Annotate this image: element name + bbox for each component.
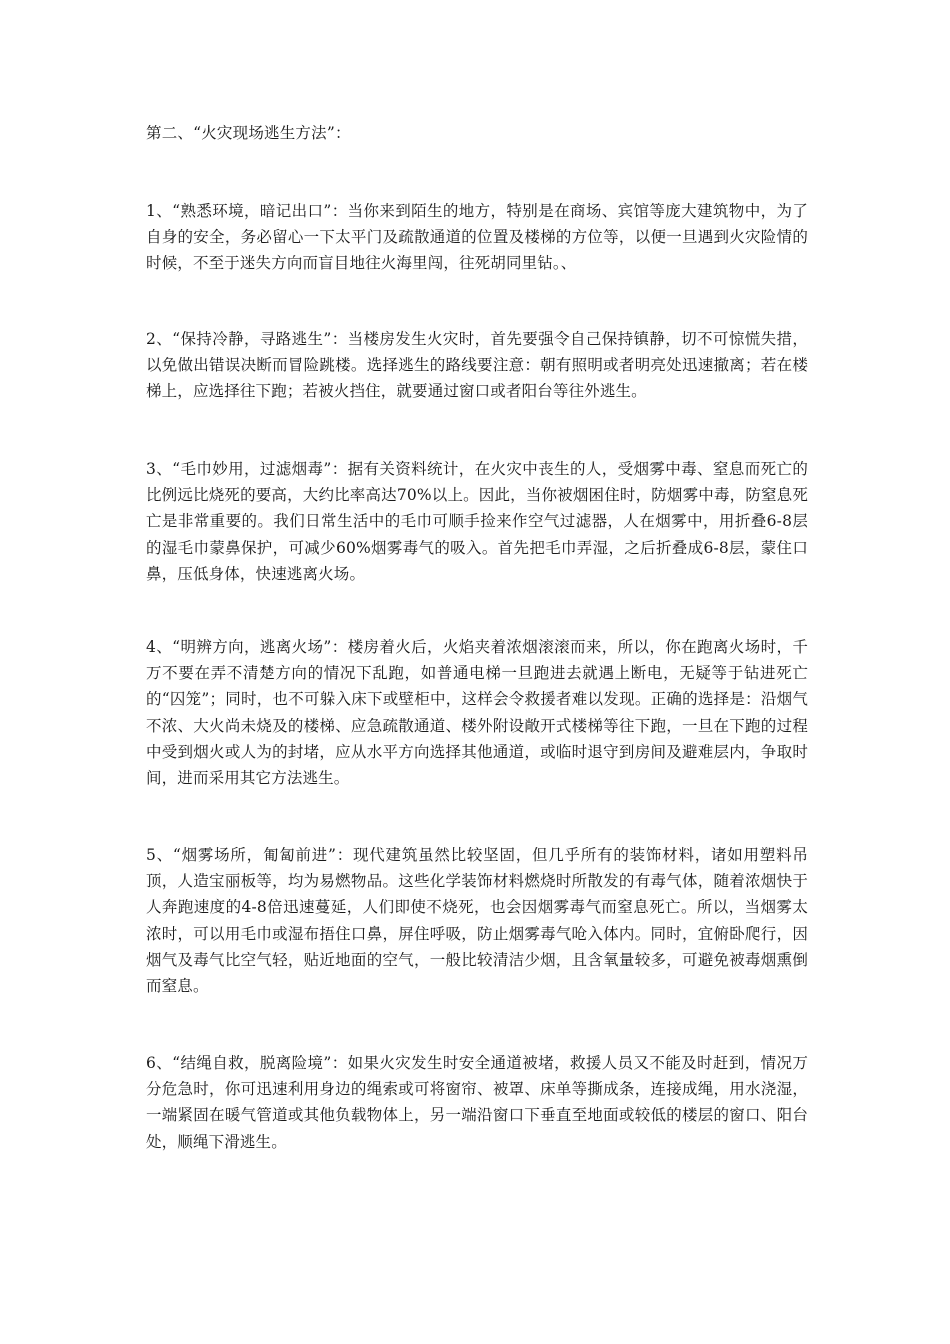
- paragraph-3: 3、“毛巾妙用，过滤烟毒”：据有关资料统计，在火灾中丧生的人，受烟雾中毒、窒息而死亡的比例远比烧死的要高，大约比率高达70%以上。因此，当你被烟困住时，防烟雾中毒，防窒息死亡是非常重要的。我们日常生活中的毛巾可顺手捡来作空气过滤器，人在烟雾中，用折叠6-8层的湿毛巾蒙鼻保护，可减少60%烟雾毒气的吸入。首先把毛巾弄湿，之后折叠成6-8层，蒙住口鼻，压低身体，快速逃离火场。: [146, 460, 808, 583]
- paragraph-4: 4、“明辨方向，逃离火场”：楼房着火后，火焰夹着浓烟滚滚而来，所以，你在跑离火场时，千万不要在弄不清楚方向的情况下乱跑，如普通电梯一旦跑进去就遇上断电，无疑等于钻进死亡的“囚笼”；同时，也不可躲入床下或壁柜中，这样会令救援者难以发现。正确的选择是：沿烟气不浓、大火尚未烧及的楼梯、应急疏散通道、楼外附设敞开式楼梯等往下跑，一旦在下跑的过程中受到烟火或人为的封堵，应从水平方向选择其他通道，或临时退守到房间及避难层内，争取时间，进而采用其它方法逃生。: [146, 638, 808, 788]
- section-heading: 第二、“火灾现场逃生方法”：: [146, 124, 351, 142]
- paragraph-1: 1、“熟悉环境，暗记出口”：当你来到陌生的地方，特别是在商场、宾馆等庞大建筑物中，为了自身的安全，务必留心一下太平门及疏散通道的位置及楼梯的方位等，以便一旦遇到火灾险情的时候，不至于迷失方向而盲目地往火海里闯，往死胡同里钻。、: [146, 202, 808, 273]
- paragraph-6: 6、“结绳自救，脱离险境”：如果火灾发生时安全通道被堵，救援人员又不能及时赶到，情况万分危急时，你可迅速利用身边的绳索或可将窗帘、被罩、床单等撕成条，连接成绳，用水浇湿，一端紧固在暖气管道或其他负载物体上，另一端沿窗口下垂直至地面或较低的楼层的窗口、阳台处，顺绳下滑逃生。: [146, 1054, 808, 1151]
- paragraph-2: 2、“保持冷静，寻路逃生”：当楼房发生火灾时，首先要强令自己保持镇静，切不可惊慌失措，以免做出错误决断而冒险跳楼。选择逃生的路线要注意：朝有照明或者明亮处迅速撤离；若在楼梯上，应选择往下跑；若被火挡住，就要通过窗口或者阳台等往外逃生。: [146, 330, 808, 401]
- paragraph-5: 5、“烟雾场所，匍匐前进”：现代建筑虽然比较坚固，但几乎所有的装饰材料，诸如用塑料吊顶，人造宝丽板等，均为易燃物品。这些化学装饰材料燃烧时所散发的有毒气体，随着浓烟快于人奔跑速度的4-8倍迅速蔓延，人们即使不烧死，也会因烟雾毒气而窒息死亡。所以，当烟雾太浓时，可以用毛巾或湿布捂住口鼻，屏住呼吸，防止烟雾毒气呛入体内。同时，宜俯卧爬行，因烟气及毒气比空气轻，贴近地面的空气，一般比较清洁少烟，且含氧量较多，可避免被毒烟熏倒而窒息。: [146, 846, 808, 996]
